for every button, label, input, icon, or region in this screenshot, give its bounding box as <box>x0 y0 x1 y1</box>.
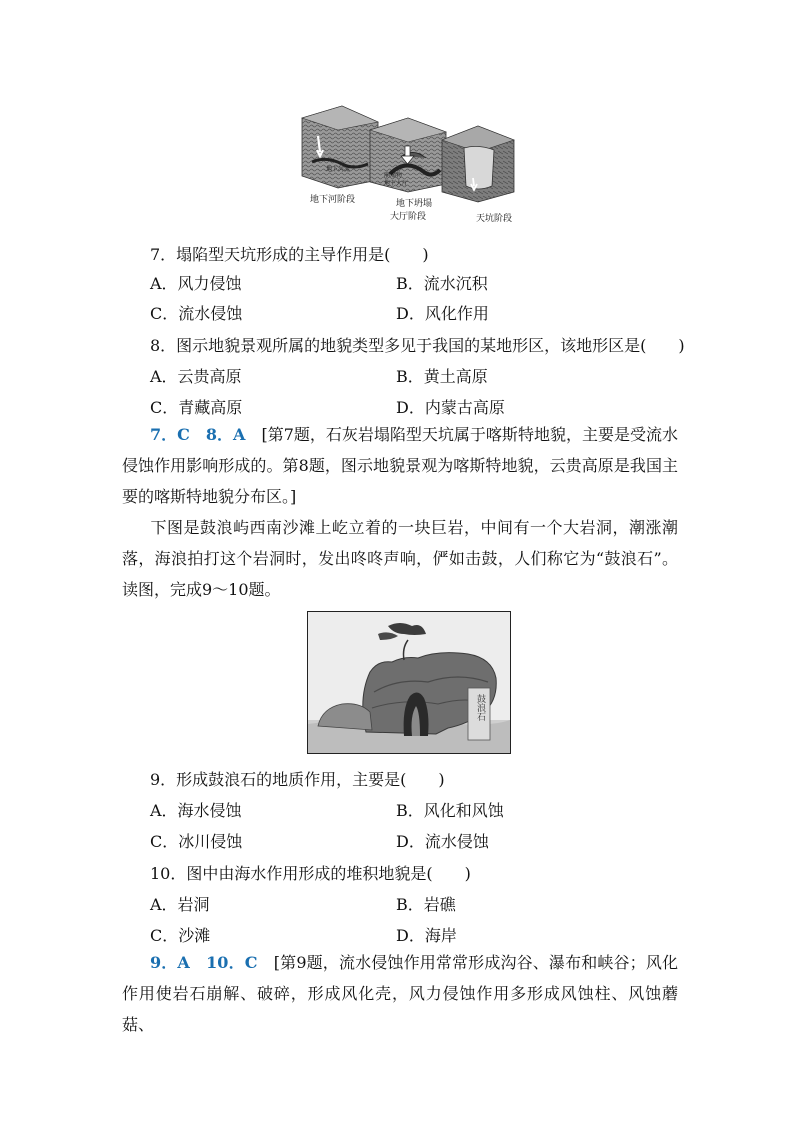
q7-stem: 7．塌陷型天坑形成的主导作用是( ) <box>150 245 429 264</box>
q9-option-c: C．冰川侵蚀 <box>150 832 243 851</box>
q8-option-b: B．黄土高原 <box>396 367 488 386</box>
q10-option-c: C．沙滩 <box>150 926 211 945</box>
collapse-debris-small-label: 崩塌物 <box>384 172 403 179</box>
answer-9-10-key: 9．A 10．C <box>150 953 258 972</box>
q10-option-a: A．岩洞 <box>150 895 210 914</box>
stage-one-block <box>302 106 378 188</box>
q7-option-d: D．风化作用 <box>396 304 489 323</box>
q8-option-c: C．青藏高原 <box>150 398 243 417</box>
answer-7-8 <box>122 419 678 512</box>
intro-text: 下图是鼓浪屿西南沙滩上屹立着的一块巨岩，中间有一个大岩洞，潮涨潮落，海浪拍打这个岩洞时，发出咚咚声响，俨如击鼓，人们称它为“鼓浪石”。读图，完成9～10题。 <box>122 518 678 599</box>
stone-tablet-inscription: 鼓浪石 <box>475 694 485 721</box>
underground-hall-small-label: 地下大厅 <box>384 180 409 187</box>
q10-option-d: D．海岸 <box>396 926 457 945</box>
gulang-stone-photo <box>307 611 511 754</box>
stage1-label: 地下河阶段 <box>310 195 356 205</box>
stage2-label-line1: 地下坍塌 <box>396 199 433 209</box>
sinkhole-stages-figure <box>298 100 520 230</box>
q8-option-a: A．云贵高原 <box>150 367 242 386</box>
q7-option-a: A．风力侵蚀 <box>150 274 242 293</box>
q10-stem: 10．图中由海水作用形成的堆积地貌是( ) <box>150 864 471 883</box>
stage2-label-line2: 大厅阶段 <box>390 212 427 222</box>
q9-stem: 9．形成鼓浪石的地质作用，主要是( ) <box>150 770 445 789</box>
q7-option-c: C．流水侵蚀 <box>150 304 243 323</box>
q9-option-d: D．流水侵蚀 <box>396 832 489 851</box>
q9-option-b: B．风化和风蚀 <box>396 801 504 820</box>
q8-option-d: D．内蒙古高原 <box>396 398 505 417</box>
q10-option-b: B．岩礁 <box>396 895 456 914</box>
gulang-stone-drawing <box>308 612 510 753</box>
answer-7-8-explanation: [第7题，石灰岩塌陷型天坑属于喀斯特地貌，主要是受流水侵蚀作用影响形成的。第8题，图示地貌景观为喀斯特地貌，云贵高原是我国主要的喀斯特地貌分布区。] <box>122 425 678 506</box>
stage3-label: 天坑阶段 <box>476 214 513 224</box>
underground-river-small-label: 地下河流 <box>326 166 351 173</box>
answer-7-8-key: 7．C 8．A <box>150 425 246 444</box>
answer-9-10-explanation: [第9题，流水侵蚀作用常常形成沟谷、瀑布和峡谷；风化作用使岩石崩解、破碎，形成风化壳，风力侵蚀作用多形成风蚀柱、风蚀蘑菇、 <box>122 953 678 1034</box>
stage-three-block <box>442 126 514 202</box>
q8-stem: 8．图示地貌景观所属的地貌类型多见于我国的某地形区，该地形区是( ) <box>150 336 685 355</box>
q9-option-a: A．海水侵蚀 <box>150 801 242 820</box>
q7-option-b: B．流水沉积 <box>396 274 488 293</box>
intro-paragraph <box>122 512 678 605</box>
answer-9-10 <box>122 947 678 1040</box>
